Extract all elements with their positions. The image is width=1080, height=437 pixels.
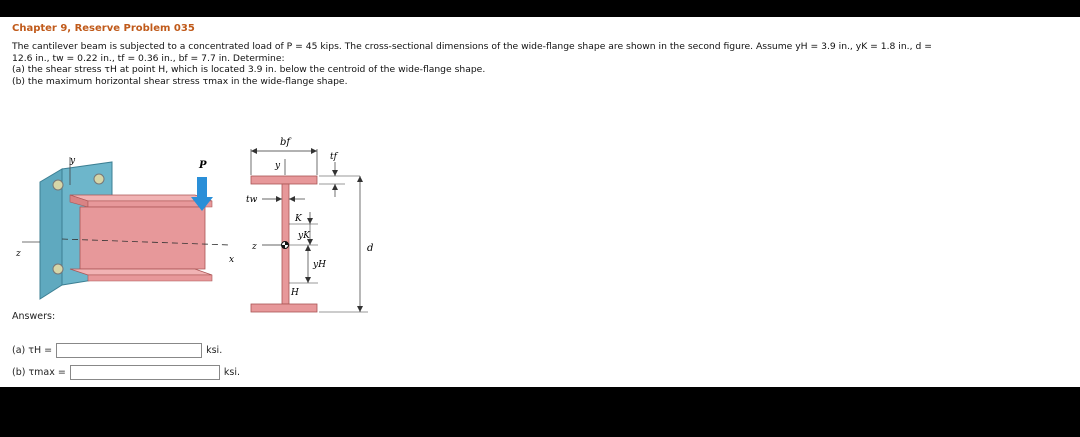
beam-bottom-flange (70, 269, 212, 275)
cross-section-illustration (246, 137, 373, 312)
label-z: z (16, 249, 21, 259)
label-tf: tf (330, 152, 337, 162)
problem-panel (0, 17, 1080, 387)
beam-web (80, 207, 205, 269)
label-yH: yH (313, 260, 326, 270)
label-d: d (367, 243, 374, 254)
label-section-y: y (275, 161, 281, 171)
label-y: y (70, 156, 76, 166)
answer-a-label: (a) τH = (12, 345, 53, 356)
bolt-icon (53, 180, 63, 190)
beam-top-flange (70, 195, 212, 201)
statement-line-1: The cantilever beam is subjected to a concentrated load of P = 45 kips. The cross-sectional dimensions of the wide-flange shape are shown in the second figure. Assume yH = 3.9 in., yK = 1.8 in., d = (12, 41, 932, 52)
label-section-z: z (252, 242, 257, 252)
load-arrow-shaft (197, 177, 207, 199)
answer-a-unit: ksi. (206, 345, 223, 356)
answer-a-input[interactable] (56, 343, 202, 358)
answer-b-row (12, 365, 240, 380)
cantilever-illustration (15, 156, 234, 299)
section-top-flange (251, 176, 317, 184)
statement-line-2: 12.6 in., tw = 0.22 in., tf = 0.36 in., bf = 7.7 in. Determine: (12, 52, 285, 64)
problem-title: Chapter 9, Reserve Problem 035 (12, 23, 195, 34)
label-x: x (229, 255, 235, 265)
label-bf: bf (280, 137, 291, 148)
beam-figure (0, 17, 1080, 317)
label-P: P (199, 160, 207, 171)
label-K: K (295, 214, 302, 224)
answer-a-row (12, 343, 222, 358)
label-H: H (291, 288, 299, 298)
answers-heading: Answers: (12, 311, 56, 322)
statement-part-a: (a) the shear stress τH at point H, which is located 3.9 in. below the centroid of the wide-flange shape. (12, 64, 486, 75)
label-tw: tw (246, 195, 258, 205)
label-yK: yK (298, 231, 310, 241)
statement-part-b: (b) the maximum horizontal shear stress τmax in the wide-flange shape. (12, 75, 348, 87)
bolt-icon (53, 264, 63, 274)
answer-b-label: (b) τmax = (12, 367, 66, 378)
bolt-icon (94, 174, 104, 184)
section-bottom-flange (251, 304, 317, 312)
answer-b-input[interactable] (70, 365, 220, 380)
answer-b-unit: ksi. (223, 367, 240, 378)
